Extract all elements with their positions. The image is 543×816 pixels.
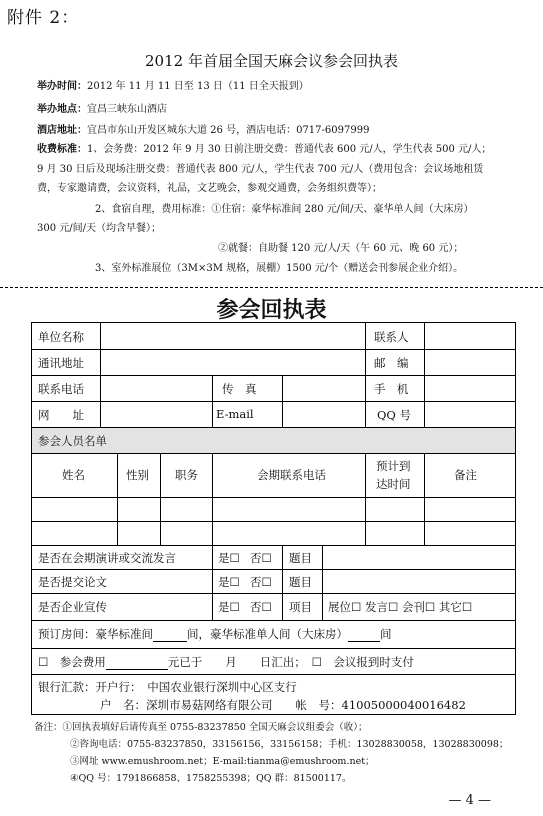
- label-phone: 联系电话: [38, 382, 84, 396]
- bank-row: 银行汇款：开户行： 中国农业银行深圳中心区支行: [38, 680, 297, 694]
- info-fee-line3: 费，专家邀请费，会议资料，礼品，文艺晚会，参观交通费，会务组织费等）；: [37, 183, 382, 194]
- note-1: 备注：①回执表填好后请传真至 0755-83237850 全国天麻会议组委会（收）；: [34, 722, 368, 733]
- promo-options[interactable]: 展位☐ 发言☐ 会刊☐ 其它☐: [328, 600, 473, 614]
- payment-row: ☐ 参会费用 元已于 月 日汇出； ☐ 会议报到时支付: [38, 655, 414, 669]
- paper-yes[interactable]: 是☐: [218, 575, 240, 589]
- speech-yes[interactable]: 是☐: [218, 551, 240, 565]
- info-fee: 收费标准：1、会务费：2012 年 9 月 30 日前注册交费：普通代表 600 元/人，学生代表 500 元/人；: [37, 144, 492, 155]
- label-fax: 传 真: [222, 382, 257, 396]
- info-place: 举办地点：宜昌三峡东山酒店: [37, 104, 167, 115]
- speech-topic: 题目: [289, 551, 312, 565]
- annex-label: 附件 2：: [7, 8, 80, 28]
- col-gender: 性别: [126, 468, 149, 482]
- speech-no[interactable]: 否☐: [250, 551, 272, 565]
- label-qq: QQ 号: [377, 408, 412, 422]
- label-postcode: 邮 编: [374, 356, 409, 370]
- col-arrival-1: 预计到: [376, 459, 411, 473]
- col-remark: 备注: [454, 468, 477, 482]
- question-promo: 是否企业宣传: [38, 600, 107, 614]
- paper-no[interactable]: 否☐: [250, 575, 272, 589]
- info-fee-line4: 2、食宿自理，费用标准：①住宿：豪华标准间 280 元/间/天、豪华单人间（大床房）: [95, 204, 474, 215]
- promo-yes[interactable]: 是☐: [218, 600, 240, 614]
- col-arrival-2: 达时间: [376, 477, 411, 491]
- label-website: 网 址: [38, 408, 84, 422]
- page-number: — 4 —: [448, 793, 491, 808]
- label-mobile: 手 机: [374, 382, 409, 396]
- label-attendees: 参会人员名单: [38, 434, 107, 448]
- room-booking: 预订房间：豪华标准间 间，豪华标准单人间（大床房） 间: [38, 627, 392, 641]
- promo-no[interactable]: 否☐: [250, 600, 272, 614]
- info-fee-line7: 3、室外标准展位（3M×3M 规格，展棚）1500 元/个（赠送会刊参展企业介绍）。: [95, 263, 464, 274]
- promo-item: 项目: [289, 600, 312, 614]
- note-4: ④QQ 号：1791866858、1758255398；QQ 群：81500117。: [70, 773, 352, 784]
- question-paper: 是否提交论文: [38, 575, 107, 589]
- cut-line: [0, 287, 543, 288]
- label-unit-name: 单位名称: [38, 330, 84, 344]
- question-speech: 是否在会期演讲或交流发言: [38, 551, 176, 565]
- col-name: 姓名: [62, 468, 85, 482]
- form-title: 参会回执表: [216, 298, 327, 323]
- col-phone: 会期联系电话: [257, 468, 326, 482]
- col-position: 职务: [175, 468, 198, 482]
- info-hotel: 酒店地址：宜昌市东山开发区城东大道 26 号，酒店电话：0717-6097999: [37, 125, 370, 136]
- info-time: 举办时间：2012 年 11 月 11 日至 13 日（11 日全天报到）: [37, 81, 309, 92]
- registration-form: [31, 322, 516, 715]
- label-address: 通讯地址: [38, 356, 84, 370]
- label-contact: 联系人: [374, 330, 409, 344]
- paper-topic: 题目: [289, 575, 312, 589]
- info-fee-line6: ②就餐：自助餐 120 元/人/天（午 60 元、晚 60 元）；: [218, 243, 464, 254]
- info-fee-line2: 9 月 30 日后及现场注册交费：普通代表 800 元/人，学生代表 700 元/人（费用包含：会议场地租赁: [37, 164, 484, 175]
- note-3: ③网址 www.emushroom.net；E-mail:tianma@emushroom.net；: [70, 756, 375, 767]
- document-title: 2012 年首届全国天麻会议参会回执表: [145, 52, 398, 70]
- note-2: ②咨询电话：0755-83237850，33156156，33156158；手机：13028830058，13028830098；: [70, 739, 509, 750]
- account-row: 户 名：深圳市易菇网络有限公司 帐 号：41005000040016482: [100, 698, 466, 712]
- label-email: E-mail: [216, 407, 254, 421]
- info-fee-line5: 300 元/间/天（均含早餐）；: [37, 223, 162, 234]
